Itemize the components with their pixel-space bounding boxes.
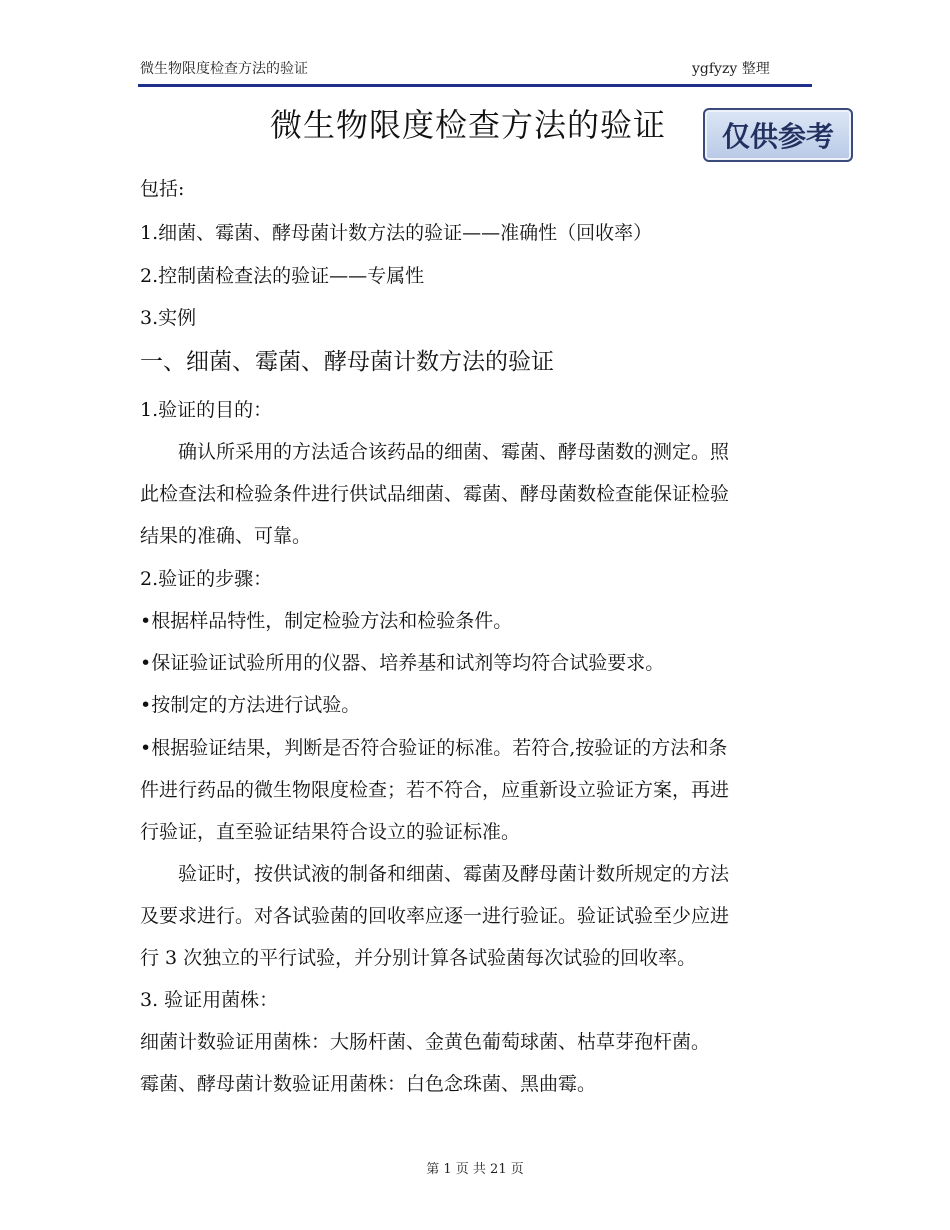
text-line: •按制定的方法进行试验。	[140, 694, 361, 716]
text-line: 1.细菌、霉菌、酵母菌计数方法的验证——准确性（回收率）	[140, 222, 653, 244]
text-line: 细菌计数验证用菌株：大肠杆菌、金黄色葡萄球菌、枯草芽孢杆菌。	[140, 1031, 711, 1053]
text-line: 件进行药品的微生物限度检查；若不符合，应重新设立验证方案，再进	[140, 779, 730, 801]
text-line: •保证验证试验所用的仪器、培养基和试剂等均符合试验要求。	[140, 652, 665, 674]
text-line: •根据样品特性，制定检验方法和检验条件。	[140, 610, 513, 632]
text-line: 行 3 次独立的平行试验，并分别计算各试验菌每次试验的回收率。	[140, 947, 697, 969]
text-line: 行验证，直至验证结果符合设立的验证标准。	[140, 821, 521, 843]
text-line: •根据验证结果，判断是否符合验证的标准。若符合,按验证的方法和条	[140, 737, 728, 759]
text-line: 及要求进行。对各试验菌的回收率应逐一进行验证。验证试验至少应进	[140, 905, 730, 927]
text-line: 1.验证的目的：	[140, 399, 273, 421]
running-header-title: 微生物限度检查方法的验证	[140, 61, 308, 77]
text-line: 3. 验证用菌株：	[140, 989, 279, 1011]
text-line: 2.验证的步骤：	[140, 568, 273, 590]
reference-only-stamp: 仅供参考	[703, 108, 853, 162]
header-rule	[138, 84, 812, 87]
text-line: 包括:	[140, 178, 185, 200]
document-title: 微生物限度检查方法的验证	[270, 106, 667, 144]
text-line: 验证时，按供试液的制备和细菌、霉菌及酵母菌计数所规定的方法	[140, 863, 730, 885]
text-line: 确认所采用的方法适合该药品的细菌、霉菌、酵母菌数的测定。照	[140, 441, 730, 463]
page-number-footer: 第 1 页 共 21 页	[426, 1162, 524, 1177]
text-line: 2.控制菌检查法的验证——专属性	[140, 265, 425, 287]
running-header-author: ygfyzy 整理	[692, 61, 770, 77]
text-line: 此检查法和检验条件进行供试品细菌、霉菌、酵母菌数检查能保证检验	[140, 483, 730, 505]
text-line: 3.实例	[140, 307, 197, 329]
text-line: 结果的准确、可靠。	[140, 525, 312, 547]
section-heading: 一、细菌、霉菌、酵母菌计数方法的验证	[140, 349, 554, 375]
text-line: 霉菌、酵母菌计数验证用菌株：白色念珠菌、黑曲霉。	[140, 1073, 597, 1095]
